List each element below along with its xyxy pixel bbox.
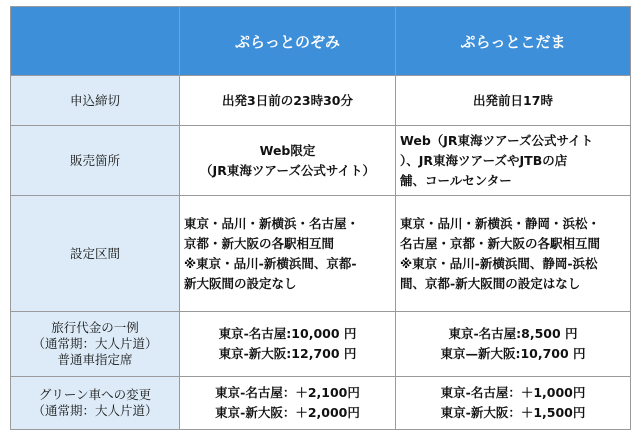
cell-line: 東京・品川・新横浜・静岡・浜松・ <box>400 215 601 231</box>
kodama-fare-example <box>396 312 631 377</box>
cell-line: 東京-名古屋:10,000 円 <box>218 326 357 341</box>
cell-line: 東京-名古屋:8,500 円 <box>448 326 578 341</box>
cell-line: 間、京都-新大阪間の設定はなし <box>400 275 581 291</box>
label-line: （通常期：大人片道） <box>32 403 158 418</box>
header-corner <box>11 7 180 76</box>
cell-line: 東京-新大阪:12,700 円 <box>218 346 357 361</box>
plan-comparison-table <box>10 6 631 430</box>
row-label-sales-outlet <box>11 126 180 196</box>
row-label-fare-example <box>11 312 180 377</box>
label-line: グリーン車への変更 <box>38 387 152 402</box>
label-line: 普通車指定席 <box>57 352 133 367</box>
row-label-deadline <box>11 76 180 126</box>
kodama-deadline <box>396 76 631 126</box>
row-fare-example <box>11 312 631 377</box>
cell-line: （JR東海ツアーズ公式サイト） <box>200 162 375 178</box>
cell-line: ）、JR東海ツアーズやJTBの店 <box>400 152 568 168</box>
nozomi-section <box>180 196 396 312</box>
header-nozomi: ぷらっとのぞみ <box>180 7 396 76</box>
nozomi-fare-example <box>180 312 396 377</box>
label-line: 申込締切 <box>69 92 120 108</box>
label-line: 旅行代金の一例 <box>51 320 139 335</box>
cell-line: 東京・品川・新横浜・名古屋・ <box>184 215 360 231</box>
header-row <box>11 7 631 76</box>
cell-line: 東京-新大阪：＋1,500円 <box>440 405 586 420</box>
label-line: 設定区間 <box>69 245 120 261</box>
cell-line: ※東京・品川-新横浜間、京都- <box>184 255 357 271</box>
nozomi-deadline <box>180 76 396 126</box>
nozomi-sales-outlet <box>180 126 396 196</box>
label-line: 販売箇所 <box>69 152 120 168</box>
cell-line: 東京-名古屋：＋1,000円 <box>440 385 586 400</box>
cell-line: 京都・新大阪の各駅相互間 <box>184 235 335 251</box>
cell-line: 東京—新大阪:10,700 円 <box>440 346 586 361</box>
cell-line: 出発3日前の23時30分 <box>222 92 353 108</box>
row-label-section <box>11 196 180 312</box>
cell-line: 出発前日17時 <box>473 92 553 108</box>
header-kodama: ぷらっとこだま <box>396 7 631 76</box>
cell-line: Web限定 <box>259 142 316 158</box>
comparison-table-wrapper <box>10 6 630 430</box>
kodama-section <box>396 196 631 312</box>
cell-line: 舗、コールセンター <box>400 172 512 188</box>
cell-line: 東京-名古屋：＋2,100円 <box>215 385 360 400</box>
row-label-green-car <box>11 377 180 430</box>
nozomi-green-car <box>180 377 396 430</box>
label-line: （通常期：大人片道） <box>32 336 158 351</box>
cell-line: 名古屋・京都・新大阪の各駅相互間 <box>400 235 601 251</box>
row-green-car <box>11 377 631 430</box>
row-section <box>11 196 631 312</box>
cell-line: 新大阪間の設定なし <box>184 275 297 291</box>
kodama-sales-outlet <box>396 126 631 196</box>
cell-line: Web（JR東海ツアーズ公式サイト <box>400 132 594 148</box>
row-sales-outlet <box>11 126 631 196</box>
cell-line: 東京-新大阪：＋2,000円 <box>215 405 360 420</box>
row-deadline <box>11 76 631 126</box>
cell-line: ※東京・品川-新横浜間、静岡-浜松 <box>400 255 598 271</box>
kodama-green-car <box>396 377 631 430</box>
